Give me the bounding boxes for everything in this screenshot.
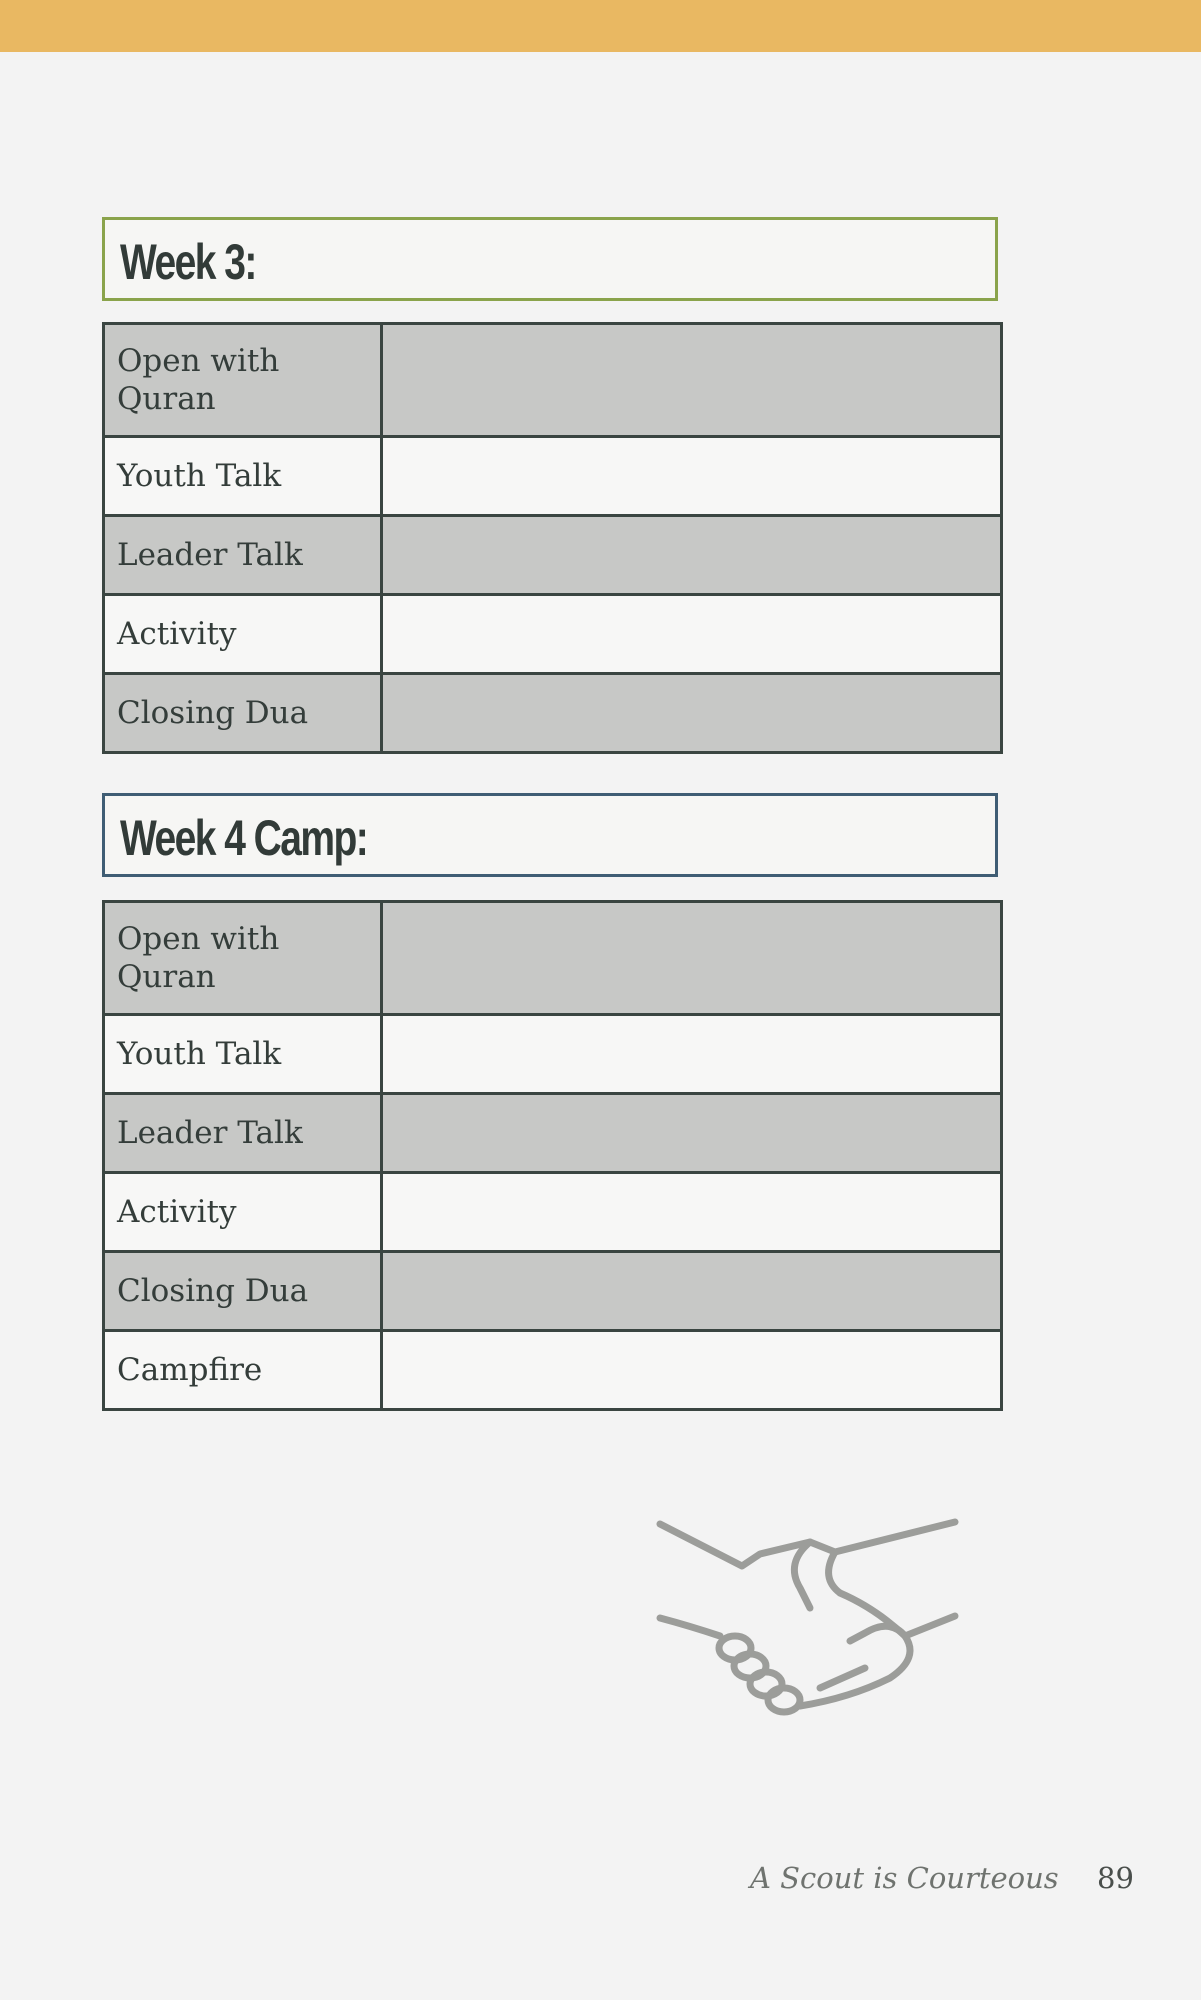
row-entry-field[interactable] [382,595,1002,674]
row-entry-field[interactable] [382,1331,1002,1410]
week3-title: Week 3: [120,234,256,290]
row-label: Activity [104,1173,382,1252]
row-entry-field[interactable] [382,1252,1002,1331]
row-entry-field[interactable] [382,1015,1002,1094]
table-row [104,1331,1002,1410]
table-row [104,902,1002,1015]
row-label-line: Open with Quran [117,343,280,417]
table-row [104,1252,1002,1331]
table-row [104,674,1002,753]
row-label-line: Open with Quran [117,921,280,995]
row-label [104,324,382,437]
table-row [104,516,1002,595]
row-entry-field[interactable] [382,902,1002,1015]
row-label: Activity [104,595,382,674]
row-label: Leader Talk [104,1094,382,1173]
row-label: Leader Talk [104,516,382,595]
row-label: Youth Talk [104,1015,382,1094]
row-entry-field[interactable] [382,324,1002,437]
top-accent-band [0,0,1201,52]
table-row [104,437,1002,516]
week3-header [102,217,998,301]
week4-schedule-table [102,900,1003,1411]
footer-section-title: A Scout is Courteous [750,1861,1059,1895]
week4-header [102,793,998,877]
row-entry-field[interactable] [382,437,1002,516]
handshake-icon [650,1508,970,1728]
row-label: Closing Dua [104,674,382,753]
week4-title: Week 4 Camp: [120,810,368,866]
row-label: Closing Dua [104,1252,382,1331]
table-row [104,1173,1002,1252]
table-row [104,595,1002,674]
row-entry-field[interactable] [382,674,1002,753]
row-label [104,902,382,1015]
page-number: 89 [1097,1861,1134,1895]
row-label: Youth Talk [104,437,382,516]
row-entry-field[interactable] [382,1094,1002,1173]
table-row [104,324,1002,437]
week3-schedule-table [102,322,1003,754]
row-entry-field[interactable] [382,1173,1002,1252]
table-row [104,1094,1002,1173]
row-label: Campfire [104,1331,382,1410]
row-entry-field[interactable] [382,516,1002,595]
table-row [104,1015,1002,1094]
